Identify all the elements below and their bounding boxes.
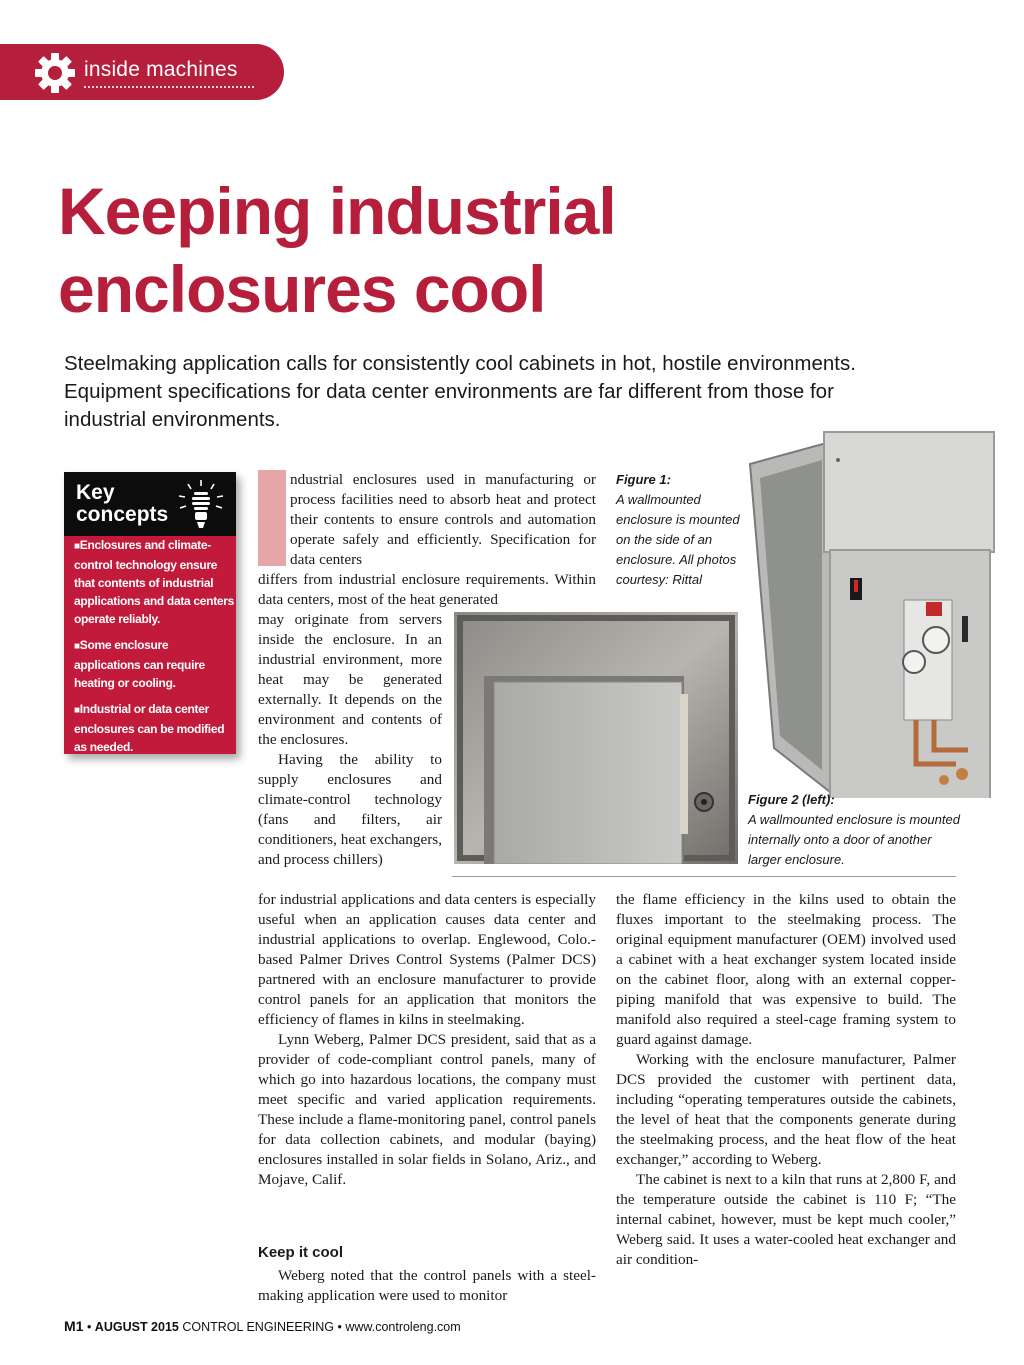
key-concept-item: ■ Some enclosure applications can require heating or cooling. bbox=[74, 636, 234, 692]
article-title bbox=[58, 172, 616, 328]
body-lead-paragraph: ndustrial enclosures used in manufacturing or process facilities need to absorb heat and protect their contents to ensure controls and automation operate safely and efficiently. Specification for data centers bbox=[290, 471, 596, 568]
divider-rule bbox=[452, 876, 956, 877]
body-lead-continued: differs from industrial enclosure requirements. Within data centers, most of the heat generated bbox=[258, 571, 596, 608]
title-line-1: Keeping industrial bbox=[58, 174, 616, 248]
drop-cap bbox=[258, 470, 286, 566]
issue-date: AUGUST 2015 bbox=[94, 1320, 179, 1334]
body-column-1: for industrial applications and data centers is especially useful when an application causes data center and industrial applications to overlap. Englewood, Colo.-based Palmer Drives Control Systems (Palmer DCS) partnered with an enclosure manufacturer to provide control panels for an application that monitors the efficiency of flames in kilns in steelmaking. Lynn Weberg, Palmer DCS president, said that as a provider of code-compliant control panels, many of which go into hazardous locations, the company must meet specific and varied application requirements. These include a flame-monitoring panel, control panels for data collection cabinets, and modular (baying) enclosures installed in solar fields in Solano, Ariz., and Mojave, Calif. bbox=[258, 891, 596, 1188]
figure-1-photo bbox=[748, 430, 998, 798]
subhead: Keep it cool bbox=[258, 1244, 344, 1261]
body-column-2: the flame efficiency in the kilns used to obtain the fluxes important to the steelmaking process. The original equipment manufacturer (OEM) involved used a cabinet with a heat exchanger system located inside on the cabinet floor, along with an external copper-piping manifold that was expensive to build. The manifold also required a steel-cage framing system to guard against damage. Working with the enclosure manufacturer, Palmer DCS provided the customer with pertinent data, including “operating temperatures outside the cabinets, the level of heat that the components generate during the steelmaking process, and the heat flow of the heat exchanger,” according to Weberg. The cabinet is next to a kiln that runs at 2,800 F, and the temperature outside the cabinet is 110 F; “The internal cabinet, however, must be kept much cooler,” Weberg said. It uses a water-cooled heat exchanger and air condition- bbox=[616, 891, 956, 1268]
section-label: inside machines bbox=[84, 58, 238, 81]
body-wrapped-text: may originate from servers inside the enclosure. In an industrial environment, more heat may be generated externally. It depends on the environment and contents of the enclosures. Having the ability to supply enclosures and climate-control technology (fans and filters, air conditioners, heat exchangers, and process chillers) bbox=[258, 611, 442, 868]
bullet-separator: • bbox=[86, 1320, 95, 1334]
subhead-body: Weberg noted that the control panels with a steel-making application were used to monitor bbox=[258, 1267, 596, 1304]
key-concepts-title: Key concepts bbox=[76, 481, 169, 526]
figure-2-text: A wallmounted enclosure is mounted internally onto a door of another larger enclosure. bbox=[748, 812, 960, 867]
article-deck: Steelmaking application calls for consistently cool cabinets in hot, hostile environments. Equipment specifications for data center environments are far different from those for industrial environments. bbox=[64, 352, 856, 431]
figure-2-label: Figure 2 (left): bbox=[748, 792, 835, 807]
publication-url: www.controleng.com bbox=[345, 1320, 461, 1334]
figure-2-caption bbox=[748, 790, 968, 870]
publication-name: CONTROL ENGINEERING bbox=[182, 1320, 334, 1334]
figure-1-text: A wallmounted enclosure is mounted on the side of an enclosure. All photos courtesy: Rittal bbox=[616, 492, 740, 587]
figure-2-photo bbox=[454, 612, 738, 864]
page-footer bbox=[64, 1318, 461, 1334]
bullet-separator: • bbox=[337, 1320, 346, 1334]
key-concept-item: ■ Enclosures and climate-control technology ensure that contents of industrial applications and data centers operate reliably. bbox=[74, 536, 234, 628]
figure-1-label: Figure 1: bbox=[616, 472, 671, 487]
key-concepts-list bbox=[74, 536, 234, 764]
title-line-2: enclosures cool bbox=[58, 252, 546, 326]
section-divider bbox=[84, 86, 254, 88]
page-number: M1 bbox=[64, 1318, 84, 1334]
lightbulb-icon bbox=[176, 478, 226, 534]
gear-icon bbox=[34, 52, 76, 94]
key-concept-item: ■ Industrial or data center enclosures can be modified as needed. bbox=[74, 700, 234, 756]
figure-1-caption bbox=[616, 470, 740, 590]
